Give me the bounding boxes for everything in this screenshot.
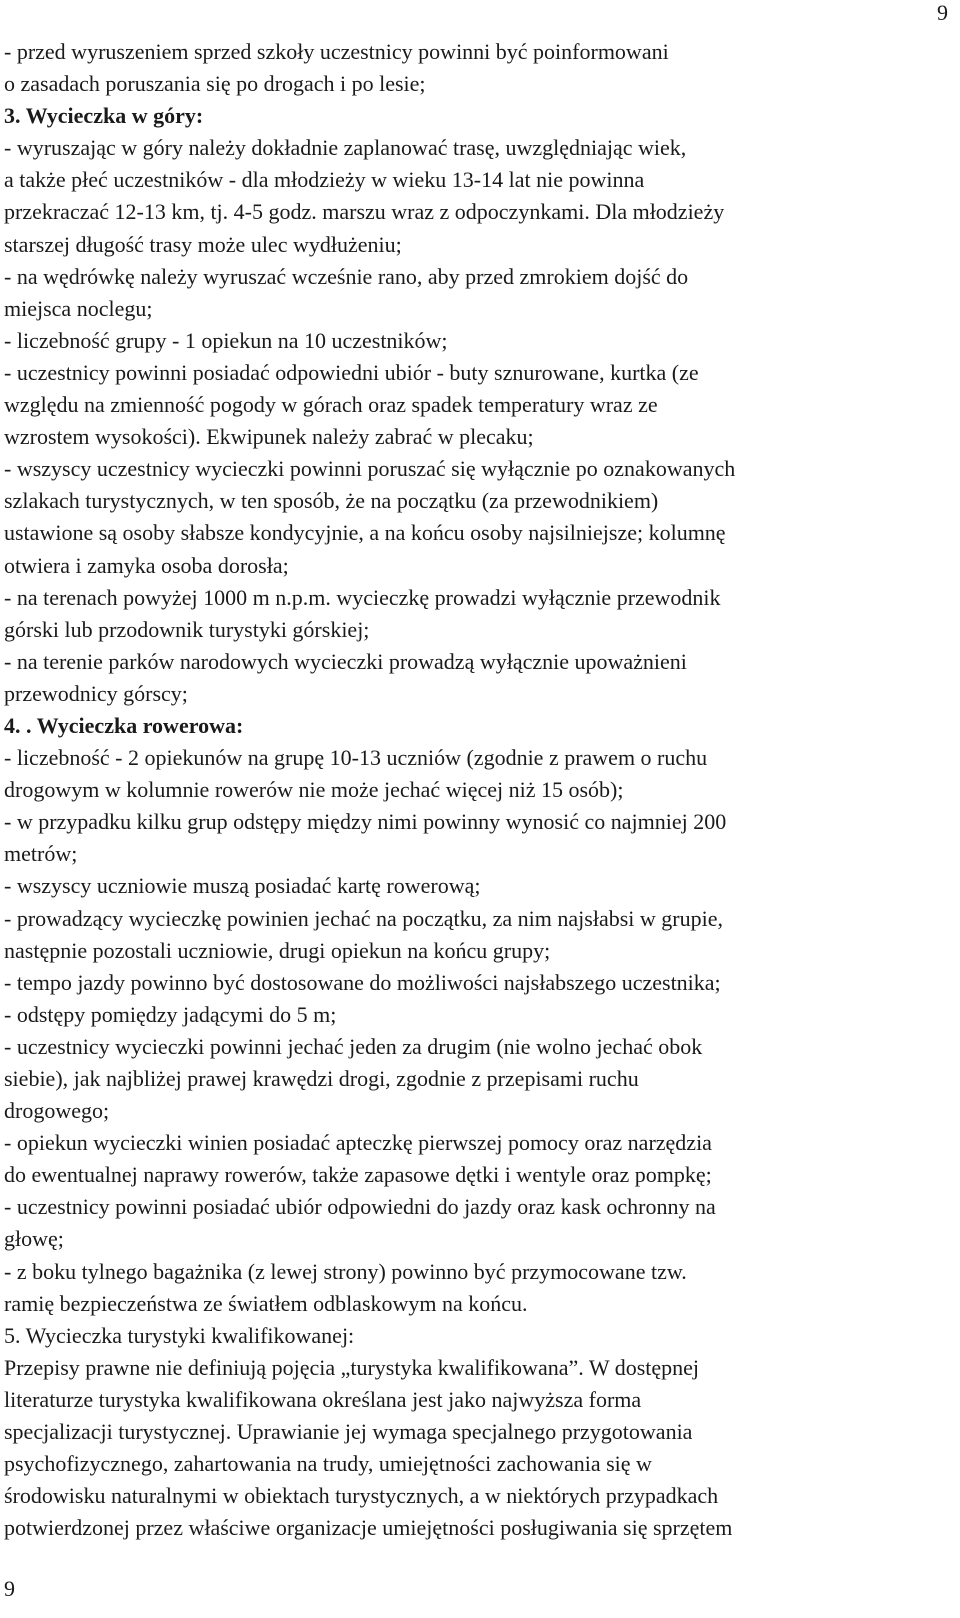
text-line: głowę;: [4, 1226, 64, 1252]
text-line: - prowadzący wycieczkę powinien jechać na początku, za nim najsłabsi w grupie,: [4, 905, 723, 931]
text-line: o zasadach poruszania się po drogach i po lesie;: [4, 71, 426, 97]
text-line: - z boku tylnego bagażnika (z lewej strony) powinno być przymocowane tzw.: [4, 1258, 687, 1284]
text-line: starszej długość trasy może ulec wydłużeniu;: [4, 231, 402, 257]
text-line: siebie), jak najbliżej prawej krawędzi drogi, zgodnie z przepisami ruchu: [4, 1066, 639, 1091]
page-number-bottom: 9: [4, 1576, 15, 1601]
text-line: przekraczać 12-13 km, tj. 4-5 godz. marszu wraz z odpoczynkami. Dla młodzieży: [4, 199, 725, 225]
text-line: - liczebność grupy - 1 opiekun na 10 uczestników;: [4, 327, 448, 353]
text-line: metrów;: [4, 841, 78, 867]
text-line: względu na zmienność pogody w górach oraz spadek temperatury wraz ze: [4, 392, 658, 418]
section-heading: 5. Wycieczka turystyki kwalifikowanej:: [4, 1322, 355, 1348]
text-line: - przed wyruszeniem sprzed szkoły uczestnicy powinni być poinformowani: [4, 39, 669, 64]
section-heading: 4. . Wycieczka rowerowa:: [4, 712, 244, 738]
text-line: - uczestnicy powinni posiadać odpowiedni ubiór - buty sznurowane, kurtka (ze: [4, 359, 699, 385]
text-line: - tempo jazdy powinno być dostosowane do możliwości najsłabszego uczestnika;: [4, 969, 721, 995]
text-line: do ewentualnej naprawy rowerów, także zapasowe dętki i wentyle oraz pompkę;: [4, 1162, 712, 1188]
section-heading: 3. Wycieczka w góry:: [4, 103, 204, 129]
text-line: środowisku naturalnymi w obiektach turystycznych, a w niektórych przypadkach: [4, 1483, 719, 1509]
page-number-top: 9: [937, 0, 948, 25]
text-line: - wyruszając w góry należy dokładnie zaplanować trasę, uwzględniając wiek,: [4, 135, 687, 161]
text-line: następnie pozostali uczniowie, drugi opiekun na końcu grupy;: [4, 937, 551, 963]
text-line: specjalizacji turystycznej. Uprawianie jej wymaga specjalnego przygotowania: [4, 1419, 693, 1445]
text-line: - na wędrówkę należy wyruszać wcześnie rano, aby przed zmrokiem dojść do: [4, 263, 689, 289]
text-line: - w przypadku kilku grup odstępy między nimi powinny wynosić co najmniej 200: [4, 809, 727, 835]
text-line: miejsca noclegu;: [4, 295, 153, 321]
text-line: a także płeć uczestników - dla młodzieży w wieku 13-14 lat nie powinna: [4, 167, 645, 193]
text-line: szlakach turystycznych, w ten sposób, że na początku (za przewodnikiem): [4, 488, 659, 514]
text-line: górski lub przodownik turystyki górskiej;: [4, 616, 370, 642]
document-body: [4, 36, 934, 1544]
text-line: potwierdzonej przez właściwe organizacje umiejętności posługiwania się sprzętem: [4, 1515, 733, 1541]
text-line: - na terenie parków narodowych wycieczki prowadzą wyłącznie upoważnieni: [4, 648, 687, 674]
text-line: otwiera i zamyka osoba dorosła;: [4, 552, 289, 578]
text-line: - odstępy pomiędzy jadącymi do 5 m;: [4, 1001, 337, 1027]
text-line: drogowym w kolumnie rowerów nie może jechać więcej niż 15 osób);: [4, 777, 624, 803]
text-line: wzrostem wysokości). Ekwipunek należy zabrać w plecaku;: [4, 424, 534, 450]
text-line: psychofizycznego, zahartowania na trudy, umiejętności zachowania się w: [4, 1451, 652, 1477]
text-line: - na terenach powyżej 1000 m n.p.m. wycieczkę prowadzi wyłącznie przewodnik: [4, 584, 721, 610]
text-line: - wszyscy uczestnicy wycieczki powinni poruszać się wyłącznie po oznakowanych: [4, 456, 736, 482]
text-line: - uczestnicy powinni posiadać ubiór odpowiedni do jazdy oraz kask ochronny na: [4, 1194, 716, 1220]
text-line: - opiekun wycieczki winien posiadać apteczkę pierwszej pomocy oraz narzędzia: [4, 1130, 712, 1156]
text-line: - uczestnicy wycieczki powinni jechać jeden za drugim (nie wolno jechać obok: [4, 1033, 703, 1059]
text-line: drogowego;: [4, 1098, 110, 1124]
text-line: - liczebność - 2 opiekunów na grupę 10-13 uczniów (zgodnie z prawem o ruchu: [4, 745, 708, 771]
text-line: - wszyscy uczniowie muszą posiadać kartę rowerową;: [4, 873, 481, 899]
text-line: przewodnicy górscy;: [4, 680, 188, 706]
text-line: literaturze turystyka kwalifikowana określana jest jako najwyższa forma: [4, 1386, 642, 1412]
text-line: Przepisy prawne nie definiują pojęcia „turystyka kwalifikowana”. W dostępnej: [4, 1354, 700, 1380]
text-line: ustawione są osoby słabsze kondycyjnie, a na końcu osoby najsilniejsze; kolumnę: [4, 520, 726, 546]
text-line: ramię bezpieczeństwa ze światłem odblaskowym na końcu.: [4, 1290, 528, 1316]
